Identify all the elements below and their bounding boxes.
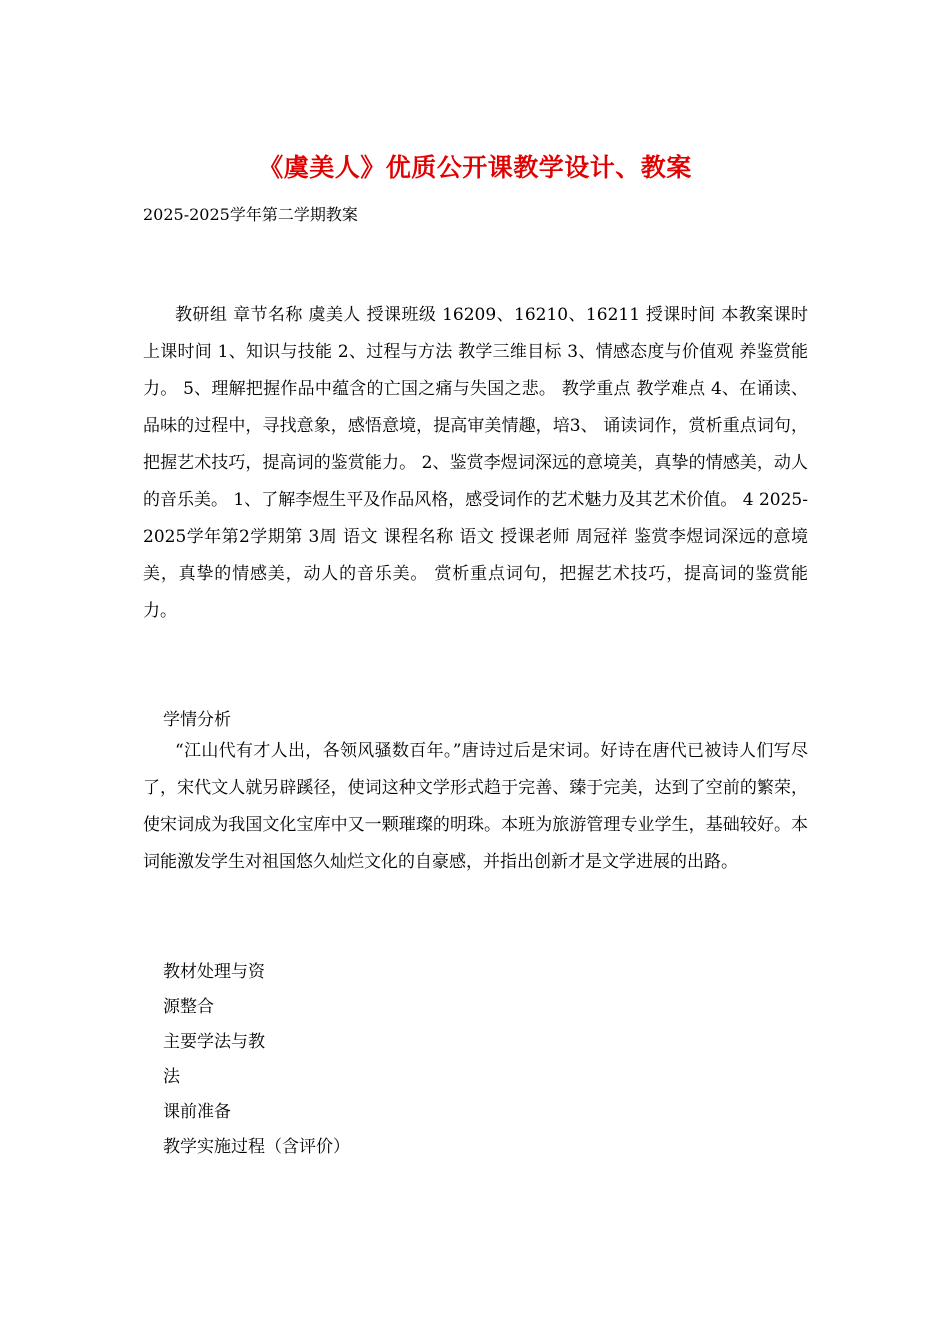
document-title: 《虞美人》优质公开课教学设计、教案: [258, 153, 692, 182]
section-item: 教材处理与资: [163, 962, 265, 982]
document-subtitle: 2025-2025学年第二学期教案: [143, 205, 358, 224]
section-item: 课前准备: [163, 1102, 231, 1122]
analysis-heading: 学情分析: [163, 710, 231, 730]
section-item: 教学实施过程（含评价）: [163, 1137, 350, 1157]
section-list: [163, 955, 350, 1165]
section-item: 主要学法与教: [163, 1032, 265, 1052]
section-item: 法: [163, 1067, 180, 1087]
section-item: 源整合: [163, 997, 214, 1017]
lesson-info-paragraph: 教研组 章节名称 虞美人 授课班级 16209、16210、16211 授课时间 本教案课时 上课时间 1、知识与技能 2、过程与方法 教学三维目标 3、情感态度与价值观 养鉴赏能力。 5、理解把握作品中蕴含的亡国之痛与失国之悲。 教学重点 教学难点 4、在诵读、品味的过程中，寻找意象，感悟意境，提高审美情趣，培3、 诵读词作，赏析重点词句，把握艺术技巧，提高词的鉴赏能力。 2、鉴赏李煜词深远的意境美，真挚的情感美，动人的音乐美。 1、了解李煜生平及作品风格，感受词作的艺术魅力及其艺术价值。 4 2025-2025学年第2学期第 3周 语文 课程名称 语文 授课老师 周冠祥 鉴赏李煜词深远的意境美，真挚的情感美，动人的音乐美。 赏析重点词句，把握艺术技巧，提高词的鉴赏能力。: [143, 305, 808, 621]
analysis-paragraph: “江山代有才人出，各领风骚数百年。”唐诗过后是宋词。好诗在唐代已被诗人们写尽了，宋代文人就另辟蹊径，使词这种文学形式趋于完善、臻于完美，达到了空前的繁荣，使宋词成为我国文化宝库中又一颗璀璨的明珠。本班为旅游管理专业学生，基础较好。本词能激发学生对祖国悠久灿烂文化的自豪感，并指出创新才是文学进展的出路。: [143, 741, 808, 872]
